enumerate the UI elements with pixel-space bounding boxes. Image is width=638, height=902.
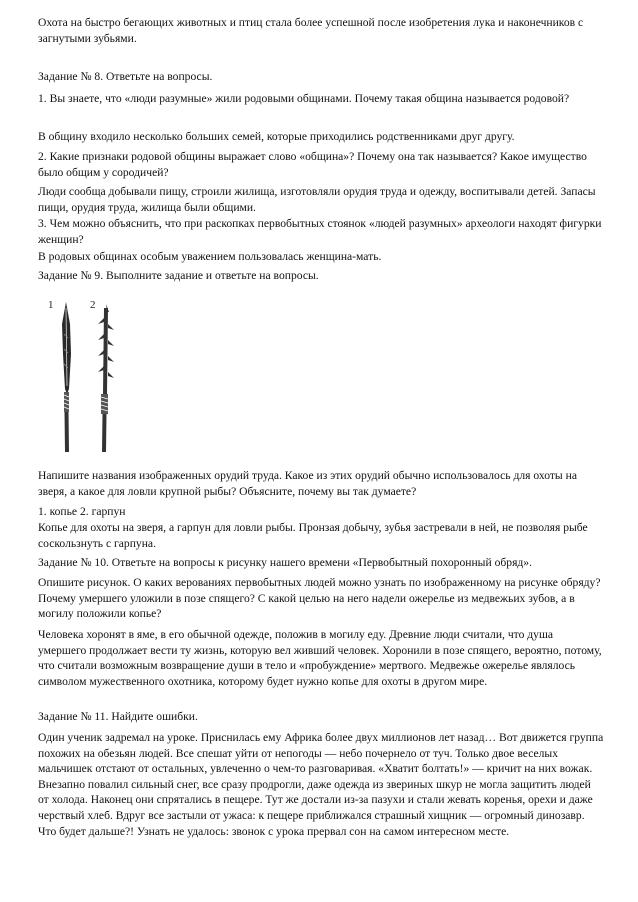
- question-8-3: 3. Чем можно объяснить, что при раскопках первобытных стоянок «людей разумных» археологи находят фигурки женщин?: [38, 217, 602, 246]
- answer-9-names: 1. копье 2. гарпун: [38, 505, 126, 518]
- question-10: Опишите рисунок. О каких верованиях первобытных людей можно узнать по изображенному на рисунке обряду? Почему умершего уложили в позе спящего? С какой целью на него надели ожерелье из медвежьих зубов, а в могилу положили копье?: [38, 576, 601, 621]
- answer-8-2: Люди сообща добывали пищу, строили жилища, изготовляли орудия труда и одежду, воспитывали детей. Запасы пищи, орудия труда, жилища были общими.: [38, 185, 596, 214]
- tools-figure: [34, 294, 124, 454]
- answer-9-explanation: Копье для охоты на зверя, а гарпун для ловли рыбы. Пронзая добычу, зубья застревали в ней, не позволяя рыбе соскользнуть с гарпуна.: [38, 521, 588, 550]
- harpoon-icon: [98, 304, 114, 452]
- task-9-heading: Задание № 9. Выполните задание и ответьте на вопросы.: [38, 269, 319, 282]
- tool-label-2: 2: [90, 299, 96, 311]
- task-11-text: Один ученик задремал на уроке. Приснилась ему Африка более двух миллионов лет назад… Вот движется группа похожих на обезьян людей. Все спешат уйти от непогоды — небо почернело от туч. Только двое веселых мальчишек отстают от остальных, увлеченно о чем-то разговаривая. «Хватит болтать!» — кричит на них вожак. Внезапно повалил сильный снег, все сразу продрогли, даже одежда из звериных шкур не могла защитить людей от холода. Наконец они спрятались в пещере. Тут же достали из-за пазухи и стали жевать коренья, орехи и даже черствый хлеб. Вдруг все застыли от ужаса: к пещере приближался страшный хищник — огромный динозавр. Что будет дальше?! Узнать не удалось: звонок с урока прервал сон на самом интересном месте.: [38, 731, 604, 838]
- question-8-2: 2. Какие признаки родовой общины выражает слово «община»? Почему она так называется? Какое имущество было общим у сородичей?: [38, 150, 587, 179]
- answer-10: Человека хоронят в яме, в его обычной одежде, положив в могилу еду. Древние люди считали, что душа умершего продолжает вести ту жизнь, которую вел живший человек. Хоронили в позе спящего, вероятно, потому, что считали возможным возвращение души в тело и «пробуждение» мертвого. Медвежье ожерелье являлось символом мужественного охотника, которому будет нужно копье для охоты в другом мире.: [38, 628, 602, 688]
- paragraph-bow-hunting: Охота на быстро бегающих животных и птиц стала более успешной после изобретения лука и наконечников с загнутыми зубьями.: [38, 16, 584, 45]
- question-9: Напишите названия изображенных орудий труда. Какое из этих орудий обычно использовалось для охоты на зверя, а какое для ловли крупной рыбы? Объясните, почему вы так думаете?: [38, 469, 577, 498]
- spear-icon: [62, 302, 71, 452]
- answer-8-3: В родовых общинах особым уважением пользовалась женщина-мать.: [38, 250, 382, 263]
- tools-illustration: [34, 294, 124, 454]
- answer-8-1: В общину входило несколько больших семей, которые приходились родственниками друг другу.: [38, 130, 515, 143]
- task-11-heading: Задание № 11. Найдите ошибки.: [38, 710, 198, 723]
- tool-label-1: 1: [48, 299, 54, 311]
- task-8-heading: Задание № 8. Ответьте на вопросы.: [38, 70, 213, 83]
- task-10-heading: Задание № 10. Ответьте на вопросы к рисунку нашего времени «Первобытный похоронный обряд».: [38, 556, 532, 569]
- question-8-1: 1. Вы знаете, что «люди разумные» жили родовыми общинами. Почему такая община называется родовой?: [38, 92, 570, 105]
